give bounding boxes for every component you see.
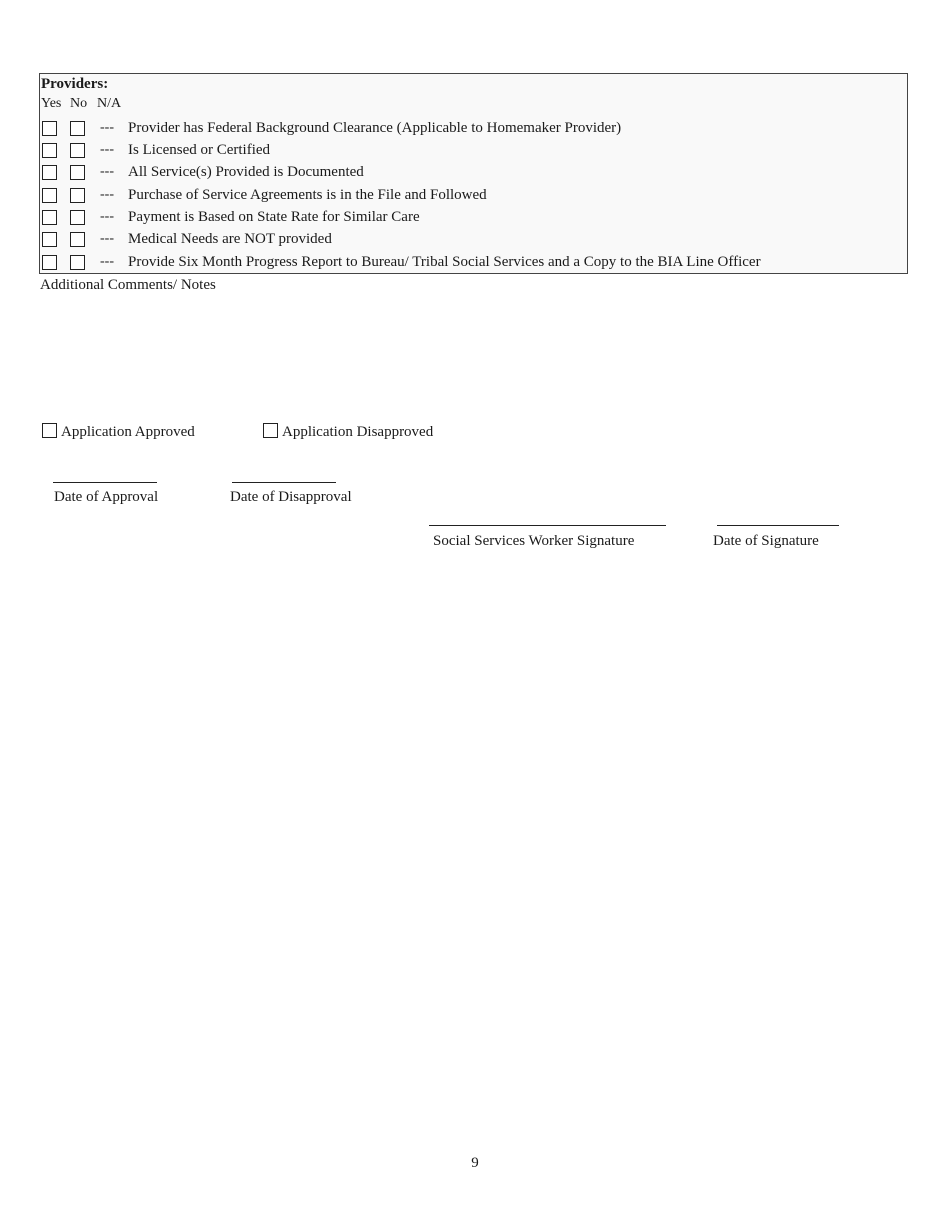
column-header-no: No xyxy=(70,96,88,111)
yes-checkbox[interactable] xyxy=(42,143,57,158)
application-approved-option[interactable] xyxy=(42,423,195,441)
na-marker: --- xyxy=(100,231,114,246)
checklist-row xyxy=(40,230,907,250)
column-header-yes: Yes xyxy=(41,96,62,111)
yes-checkbox[interactable] xyxy=(42,188,57,203)
date-of-disapproval-line[interactable] xyxy=(232,482,336,483)
checklist-item-label: Provider has Federal Background Clearance (Applicable to Homemaker Provider) xyxy=(128,120,622,136)
yes-checkbox[interactable] xyxy=(42,255,57,270)
checklist-item-label: Is Licensed or Certified xyxy=(128,142,271,158)
yes-checkbox[interactable] xyxy=(42,165,57,180)
yes-checkbox[interactable] xyxy=(42,210,57,225)
no-checkbox[interactable] xyxy=(70,143,85,158)
additional-comments-label: Additional Comments/ Notes xyxy=(40,277,216,293)
application-disapproved-option[interactable] xyxy=(263,423,433,441)
checklist-row xyxy=(40,141,907,161)
checklist-row xyxy=(40,253,907,273)
checklist-item-label: Purchase of Service Agreements is in the File and Followed xyxy=(128,187,487,203)
no-checkbox[interactable] xyxy=(70,165,85,180)
na-marker: --- xyxy=(100,120,114,135)
date-of-disapproval-label: Date of Disapproval xyxy=(230,489,352,505)
disapproved-checkbox[interactable] xyxy=(263,423,278,438)
signature-date-label: Date of Signature xyxy=(713,533,819,549)
approved-checkbox[interactable] xyxy=(42,423,57,438)
na-marker: --- xyxy=(100,142,114,157)
yes-checkbox[interactable] xyxy=(42,121,57,136)
na-marker: --- xyxy=(100,187,114,202)
checklist-item-label: Provide Six Month Progress Report to Bureau/ Tribal Social Services and a Copy to the BIA Line Officer xyxy=(128,254,761,270)
page-number: 9 xyxy=(471,1155,479,1171)
checklist-row xyxy=(40,163,907,183)
disapproved-label: Application Disapproved xyxy=(282,424,434,440)
no-checkbox[interactable] xyxy=(70,188,85,203)
no-checkbox[interactable] xyxy=(70,210,85,225)
column-header-na: N/A xyxy=(97,96,122,111)
checklist-row xyxy=(40,186,907,206)
no-checkbox[interactable] xyxy=(70,121,85,136)
na-marker: --- xyxy=(100,209,114,224)
worker-signature-label: Social Services Worker Signature xyxy=(433,533,635,549)
yes-checkbox[interactable] xyxy=(42,232,57,247)
signature-date-line[interactable] xyxy=(717,525,839,526)
worker-signature-line[interactable] xyxy=(429,525,666,526)
na-marker: --- xyxy=(100,164,114,179)
checklist-item-label: Payment is Based on State Rate for Similar Care xyxy=(128,209,420,225)
date-of-approval-label: Date of Approval xyxy=(54,489,159,505)
providers-section xyxy=(39,73,908,274)
approved-label: Application Approved xyxy=(61,424,195,440)
no-checkbox[interactable] xyxy=(70,232,85,247)
na-marker: --- xyxy=(100,254,114,269)
checklist-row xyxy=(40,208,907,228)
checklist-item-label: All Service(s) Provided is Documented xyxy=(128,164,364,180)
checklist-row xyxy=(40,119,907,139)
date-of-approval-line[interactable] xyxy=(53,482,157,483)
no-checkbox[interactable] xyxy=(70,255,85,270)
providers-title: Providers: xyxy=(41,76,109,92)
checklist-item-label: Medical Needs are NOT provided xyxy=(128,231,332,247)
